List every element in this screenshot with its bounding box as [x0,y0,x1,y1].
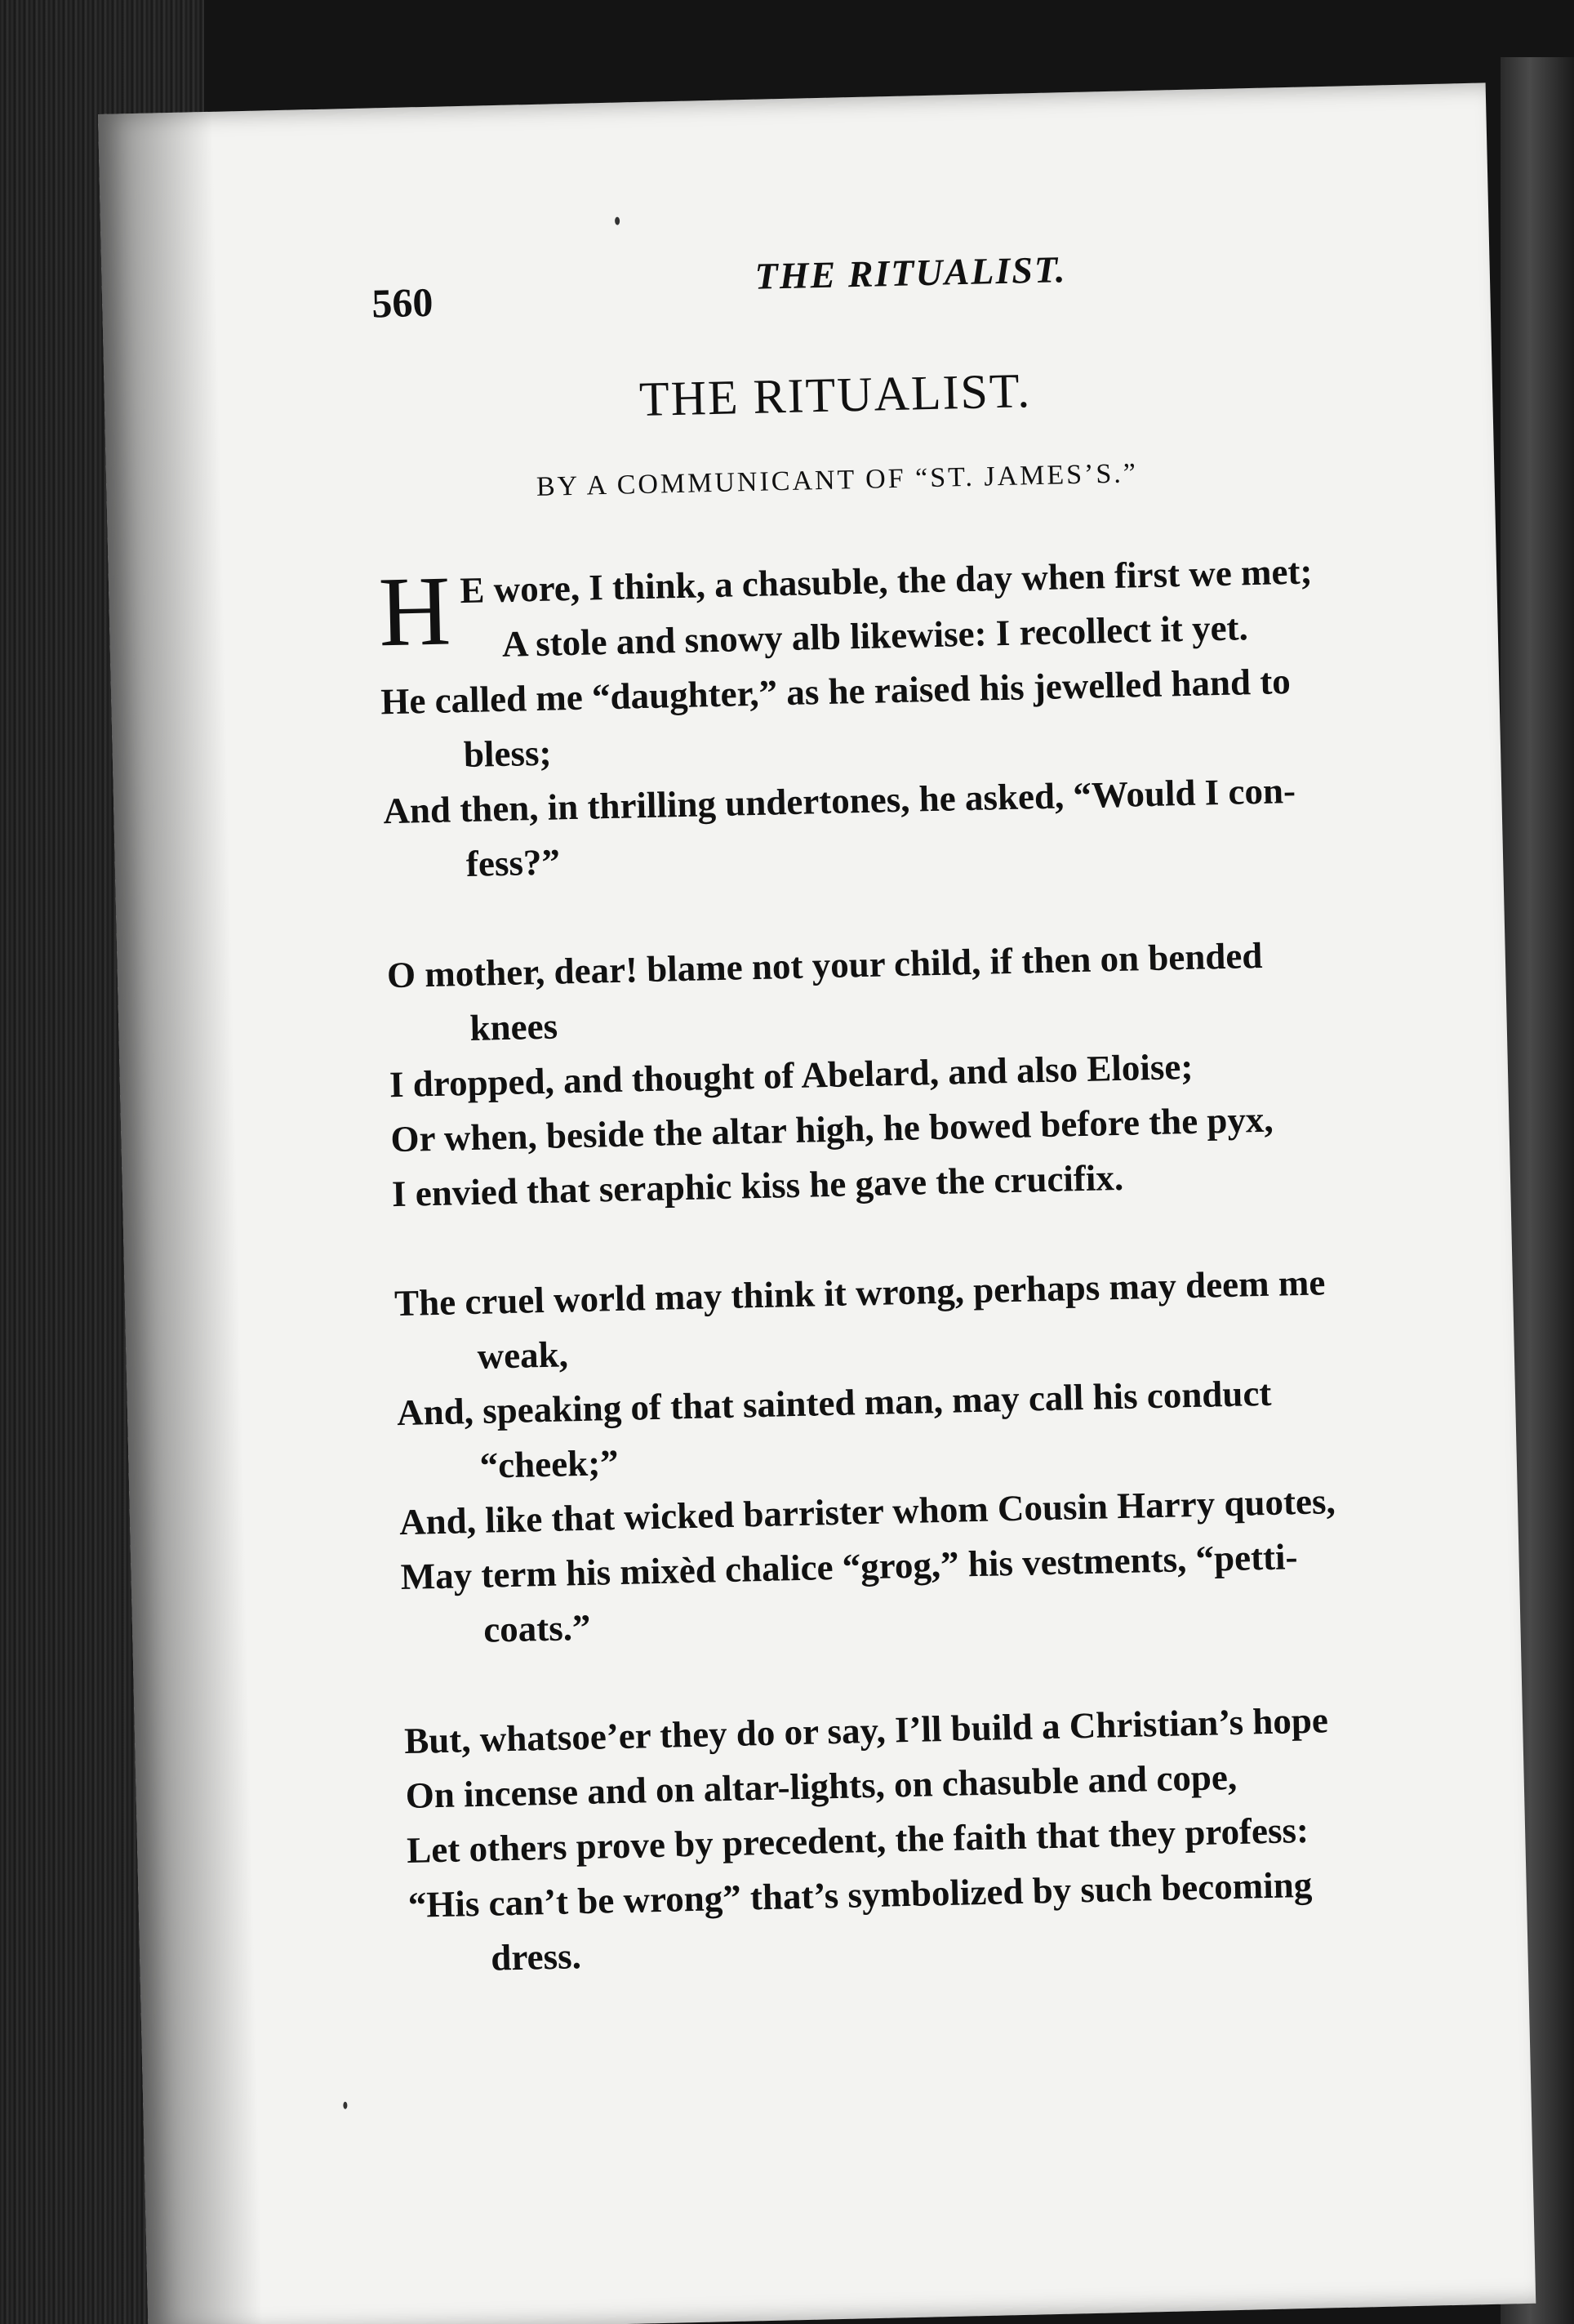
poem-line: bless; [463,732,552,776]
poem-line: I envied that seraphic kiss he gave the crucifix. [391,1156,1124,1215]
poem-line: The cruel world may think it wrong, perhaps may deem me [394,1262,1326,1325]
poem-line: And then, in thrilling undertones, he asked, “Would I con- [382,769,1296,832]
poem-line: weak, [477,1333,569,1377]
page-number: 560 [371,278,434,327]
running-head: THE RITUALIST. [754,248,1067,297]
poem-line: May term his mixèd chalice “grog,” his vestments, “petti- [400,1536,1298,1598]
poem-line: Let others prove by precedent, the faith that they profess: [406,1809,1309,1871]
poem-line: “cheek;” [479,1441,620,1486]
poem-title: THE RITUALIST. [638,363,1032,427]
poem-line: He called me “daughter,” as he raised his jewelled hand to [380,661,1292,723]
poem-line: O mother, dear! blame not your child, if then on bended [386,934,1263,996]
ink-speck [343,2102,347,2109]
poem-line: I dropped, and thought of Abelard, and also Eloise; [389,1045,1194,1106]
poem-line: And, like that wicked barrister whom Cousin Harry quotes, [398,1480,1336,1543]
stanza-1 [378,541,1447,893]
ink-speck [615,217,620,225]
poem-line: On incense and on altar-lights, on chasuble and cope, [405,1756,1238,1816]
poem-body [378,541,1473,2042]
stanza-4 [404,1690,1471,1988]
poem-byline: BY A COMMUNICANT OF “ST. JAMES’S.” [536,458,1139,502]
poem-line: dress. [490,1935,582,1979]
poem-line: But, whatsoe’er they do or say, I’ll build a Christian’s hope [403,1699,1329,1761]
poem-line: “His can’t be wrong” that’s symbolized by such becoming [407,1863,1313,1926]
poem-line: Or when, beside the altar high, he bowed before the pyx, [390,1098,1274,1160]
poem-line: And, speaking of that sainted man, may call his conduct [396,1372,1272,1434]
poem-line: A stole and snowy alb likewise: I recollect it yet. [501,607,1249,665]
stanza-2 [386,924,1453,1222]
book-page [98,82,1536,2324]
poem-line: E wore, I think, a chasuble, the day when first we met; [459,550,1313,612]
drop-cap: H [377,555,452,668]
poem-line: knees [469,1005,558,1048]
poem-line: coats.” [482,1606,591,1650]
poem-line: fess?” [465,841,561,884]
stanza-3 [394,1253,1463,1659]
